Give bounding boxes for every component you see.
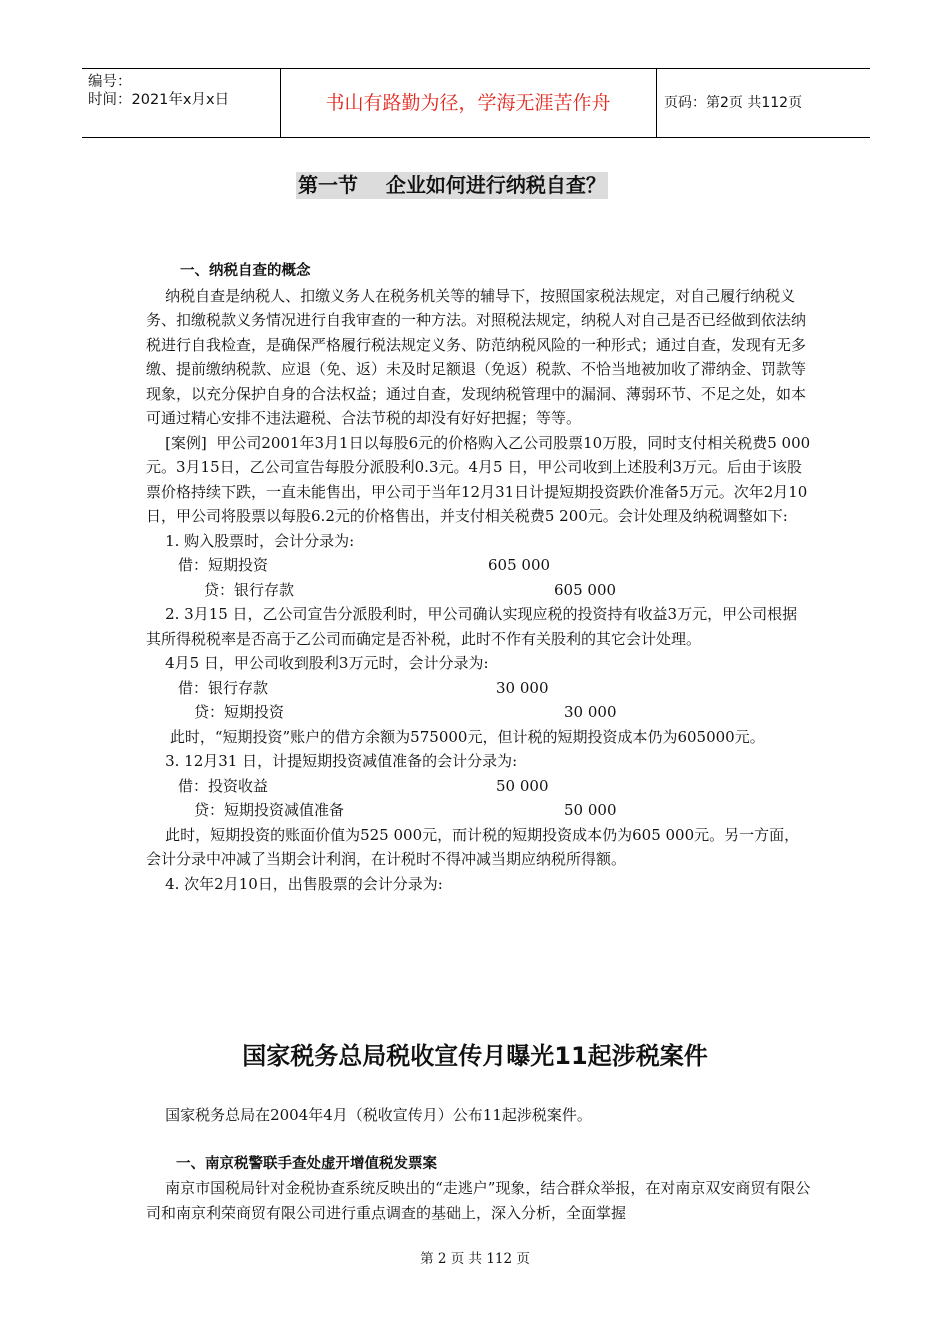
section-title: 第一节 企业如何进行纳税自查？ (298, 173, 606, 197)
credit-amount: 605 000 (554, 580, 617, 599)
journal-debit-line (146, 774, 812, 799)
step-text: 4月5 日，甲公司收到股利3万元时，会计分录为: (146, 654, 489, 672)
header-divider (656, 69, 657, 137)
debit-account: 借：银行存款 (178, 678, 269, 697)
debit-amount: 50 000 (496, 776, 549, 795)
debit-account: 借：短期投资 (178, 556, 269, 574)
journal-debit-line (146, 676, 812, 701)
paragraph: 南京市国税局针对金税协查系统反映出的“走逃户”现象，结合群众举报，在对南京双安商贸有限公司和南京利荣商贸有限公司进行重点调查的基础上，深入分析，全面掌握 (146, 1179, 811, 1222)
credit-amount: 50 000 (564, 801, 617, 819)
step-text: 1. 购入股票时，会计分录为: (146, 531, 355, 550)
header-page-number: 页码：第2页 共112页 (664, 95, 803, 111)
page-footer: 第 2 页 共 112 页 (420, 1251, 530, 1267)
header-meta (88, 73, 229, 109)
credit-account: 贷：短期投资减值准备 (194, 801, 345, 819)
step-text: 3. 12月31 日，计提短期投资减值准备的会计分录为: (146, 752, 518, 770)
case-paragraph: [案例] 甲公司2001年3月1日以每股6元的价格购入乙公司股票10万股，同时支付相关税费5 000元。3月15日，乙公司宣告每股分派股利0.3元。4月5 日，甲公司收到上述股利3万元。后由于该股票价格持续下跌，一直未能售出，甲公司于当年12月31日计提短期投资跌价准备5万元。次年2月10日，甲公司将股票以每股6.2元的价格售出，并支付相关税费5 200元。会计处理及纳税调整如下: (146, 433, 811, 525)
debit-amount: 605 000 (488, 556, 551, 574)
journal-credit-line (146, 798, 812, 823)
page-header (82, 68, 870, 138)
journal-debit-line (146, 553, 812, 578)
journal-credit-line (146, 578, 812, 603)
case-heading: 一、南京税警联手查处虚开增值税发票案 (176, 1155, 437, 1172)
credit-account: 贷：短期投资 (194, 703, 285, 721)
note-text: 此时，短期投资的账面价值为525 000元，而计税的短期投资成本仍为605 000元。另一方面，会计分录中冲减了当期会计利润，在计税时不得冲减当期应纳税所得额。 (146, 825, 800, 868)
section-heading: 一、纳税自查的概念 (180, 263, 311, 279)
journal-credit-line (146, 700, 812, 725)
header-motto: 书山有路勤为径，学海无涯苦作舟 (325, 92, 611, 114)
step-text: 2. 3月15 日，乙公司宣告分派股利时，甲公司确认实现应税的投资持有收益3万元，甲公司根据其所得税税率是否高于乙公司而确定是否补税，此时不作有关股利的其它会计处理。 (146, 605, 798, 648)
credit-amount: 30 000 (564, 703, 617, 721)
article-body (146, 1103, 812, 1225)
paragraph: 纳税自查是纳税人、扣缴义务人在税务机关等的辅导下，按照国家税法规定，对自己履行纳税义务、扣缴税款义务情况进行自我审查的一种方法。对照税法规定，纳税人对自己是否已经做到依法纳税进行自我检查，是确保严格履行税法规定义务、防范纳税风险的一种形式；通过自查，发现有无多缴、提前缴纳税款、应退（免、返）未及时足额退（免返）税款、不恰当地被加收了滞纳金、罚款等现象，以充分保护自身的合法权益；通过自查，发现纳税管理中的漏洞、薄弱环节、不足之处，如本可通过精心安排不违法避税、合法节税的却没有好好把握；等等。 (146, 286, 807, 427)
debit-account: 借：投资收益 (178, 776, 269, 795)
header-time: 时间：2021年x月x日 (88, 92, 230, 108)
debit-amount: 30 000 (496, 678, 549, 697)
step-text: 4. 次年2月10日，出售股票的会计分录为: (146, 874, 443, 893)
section-body (146, 259, 812, 896)
article-title: 国家税务总局税收宣传月曝光11起涉税案件 (242, 1042, 708, 1070)
note-text: 此时，“短期投资”账户的借方余额为575000元，但计税的短期投资成本仍为605000元。 (146, 727, 765, 746)
paragraph: 国家税务总局在2004年4月（税收宣传月）公布11起涉税案件。 (146, 1106, 592, 1124)
header-number: 编号： (88, 74, 132, 90)
credit-account: 贷：银行存款 (204, 580, 295, 599)
